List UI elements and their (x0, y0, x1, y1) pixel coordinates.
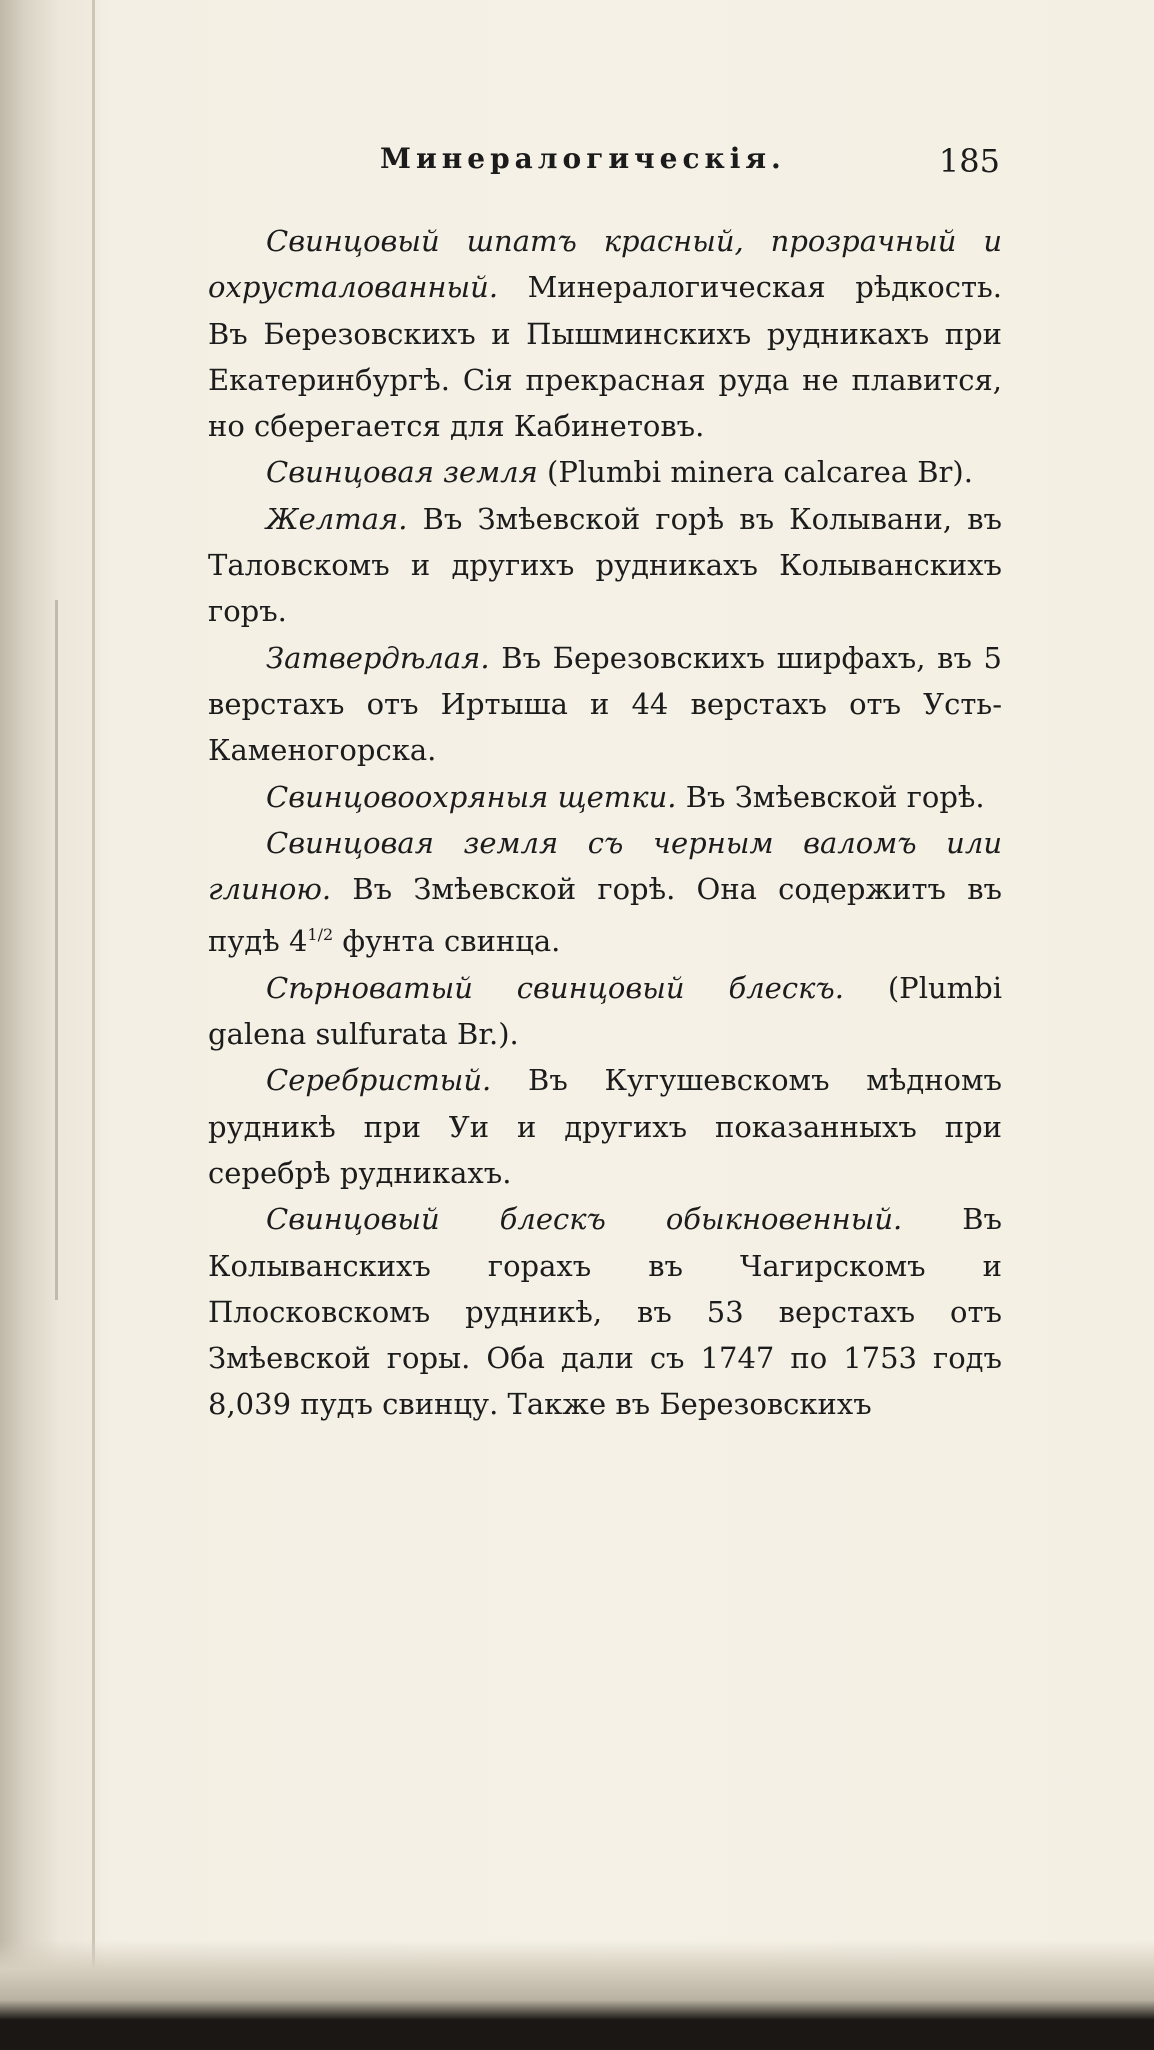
page-header (380, 142, 1000, 182)
paragraph (208, 218, 1002, 449)
paragraph (208, 496, 1002, 635)
paragraph-text: Въ Березовскихъ ширфахъ, въ 5 верстахъ отъ Иртыша и 44 верстахъ отъ Усть-Каменогорска. (208, 640, 1002, 768)
paragraph (208, 1196, 1002, 1427)
paragraph-text: Въ Змѣевской горѣ. Она содержитъ въ пудѣ 4 (208, 872, 1002, 959)
paragraph-text: Въ Змѣевской горѣ. (676, 779, 985, 814)
paragraph-text: Въ Змѣевской горѣ въ Колывани, въ Таловскомъ и другихъ рудникахъ Колыванскихъ горъ. (208, 501, 1002, 629)
paragraph-text: Минералогическая рѣдкость. Въ Березовскихъ и Пышминскихъ рудникахъ при Екатеринбургѣ. Сія прекрасная руда не плавится, но сберегается для Кабинетовъ. (208, 270, 1002, 444)
paragraph-heading: Серебристый. (266, 1063, 492, 1098)
paragraph (208, 820, 1002, 965)
paragraph-text: фунта свинца. (333, 924, 561, 959)
paragraph-heading: Затвердѣлая. (266, 640, 490, 675)
paragraph (208, 774, 1002, 820)
page-gutter (0, 0, 105, 2020)
paragraph-heading: Свинцовоохряныя щетки. (266, 779, 677, 814)
paragraph-text: Въ Кугушевскомъ мѣдномъ рудникѣ при Уи и другихъ показанныхъ при серебрѣ рудникахъ. (208, 1063, 1002, 1190)
paragraph (208, 1057, 1002, 1196)
paragraph (208, 635, 1002, 774)
gutter-fold-line (92, 0, 95, 2020)
paragraph-heading: Желтая. (266, 501, 408, 536)
paragraph-heading: Свинцовая земля съ черным валомъ или глиною. (208, 825, 1002, 907)
paragraph (208, 965, 1002, 1058)
paragraph-heading: Свинцовый шпатъ красный, прозрачный и охрусталованный. (208, 224, 1002, 305)
paragraph-heading: Свинцовая земля (266, 455, 538, 490)
paragraph-text: (Plumbi minera calcarea Br). (537, 455, 973, 490)
paragraph (208, 449, 1002, 495)
paragraph-text: Въ Колыванскихъ горахъ въ Чагирскомъ и Плосковскомъ рудникѣ, въ 53 верстахъ отъ Змѣевской горы. Оба дали съ 1747 по 1753 годъ 8,039 пудъ свинцу. Также въ Березовскихъ (208, 1202, 1003, 1422)
paragraph-heading: Свинцовый блескъ обыкновенный. (266, 1202, 903, 1237)
binding-shadow (55, 600, 58, 1300)
paragraph-heading: Сѣрноватый свинцовый блескъ. (266, 970, 844, 1005)
page-number: 185 (938, 142, 1000, 180)
body-text (208, 218, 1002, 1428)
page-bottom-edge (0, 1940, 1154, 2020)
fraction: 1/2 (307, 925, 334, 945)
running-head: Минералогическія. (380, 142, 786, 175)
paragraph-text: (Plumbi galena sulfurata Br.). (208, 970, 1002, 1052)
